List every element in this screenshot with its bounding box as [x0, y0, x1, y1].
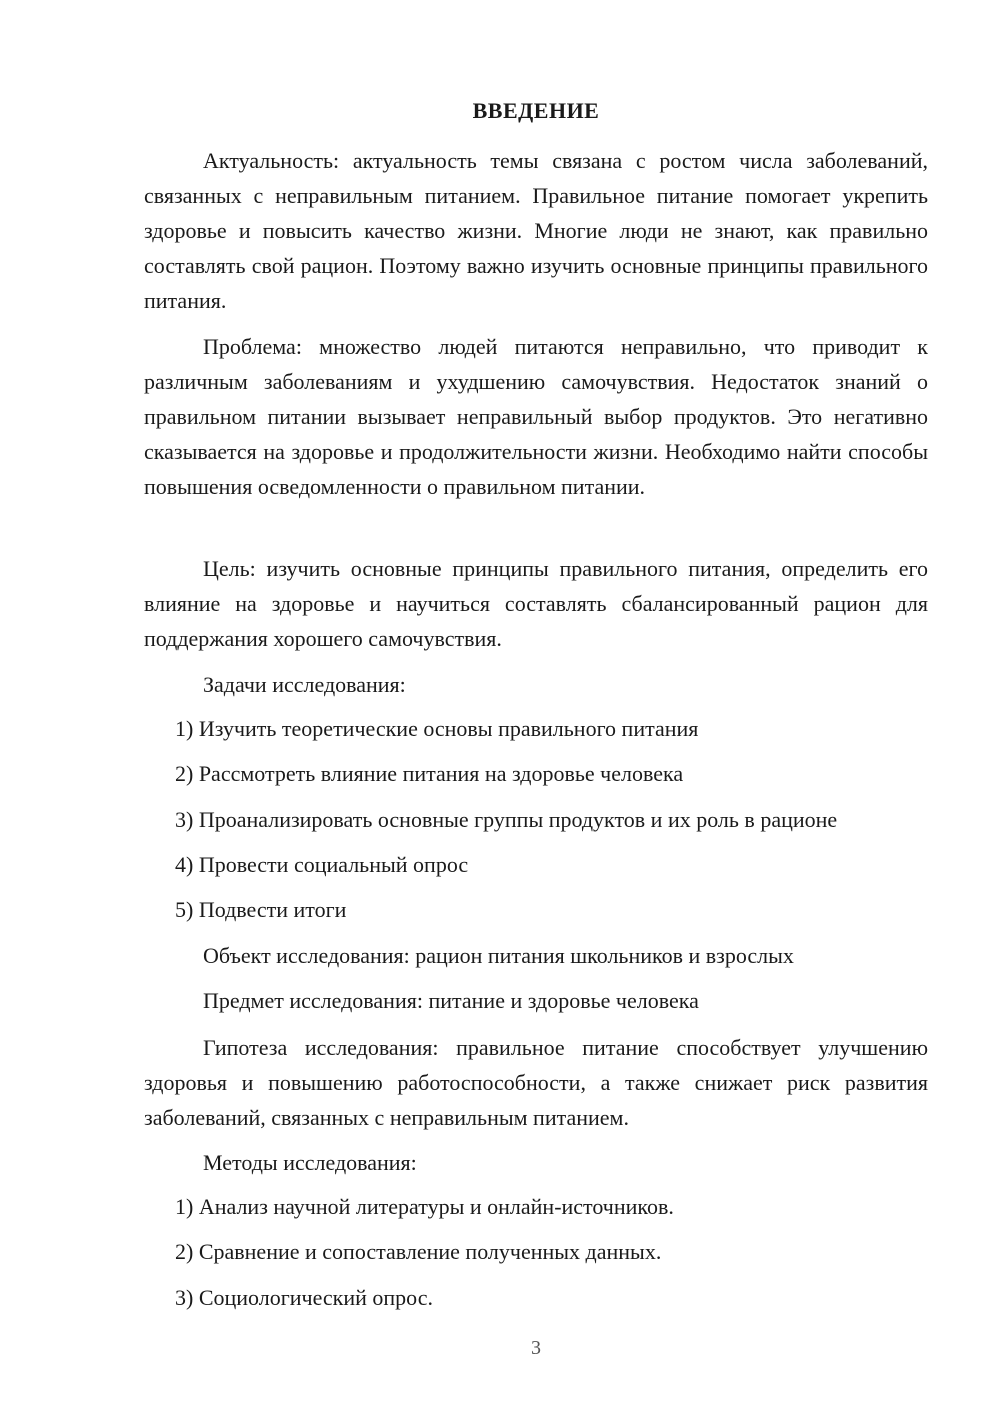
- task-item-5: 5) Подвести итоги: [175, 897, 347, 922]
- tasks-label: Задачи исследования:: [203, 672, 406, 697]
- hypothesis-paragraph: Гипотеза исследования: правильное питание способствует улучшению здоровья и повышению работоспособности, а также снижает риск развития заболеваний, связанных с неправильным питанием.: [144, 1035, 928, 1130]
- method-item-3: 3) Социологический опрос.: [175, 1285, 433, 1310]
- method-item-2: 2) Сравнение и сопоставление полученных данных.: [175, 1239, 662, 1264]
- methods-label: Методы исследования:: [203, 1150, 417, 1175]
- task-item-2: 2) Рассмотреть влияние питания на здоровье человека: [175, 761, 684, 786]
- research-object: Объект исследования: рацион питания школьников и взрослых: [203, 943, 794, 968]
- research-subject: Предмет исследования: питание и здоровье человека: [203, 988, 699, 1013]
- task-item-3: 3) Проанализировать основные группы продуктов и их роль в рационе: [175, 807, 838, 832]
- page-number: 3: [531, 1337, 541, 1359]
- relevance-paragraph: Актуальность: актуальность темы связана с ростом числа заболеваний, связанных с неправильным питанием. Правильное питание помогает укрепить здоровье и повысить качество жизни. Многие люди не знают, как правильно составлять свой рацион. Поэтому важно изучить основные принципы правильного питания.: [144, 148, 928, 313]
- section-title: ВВЕДЕНИЕ: [472, 98, 600, 123]
- task-item-1: 1) Изучить теоретические основы правильного питания: [175, 716, 699, 741]
- problem-paragraph: Проблема: множество людей питаются неправильно, что приводит к различным заболеваниям и ухудшению самочувствия. Недостаток знаний о правильном питании вызывает неправильный выбор продуктов. Это негативно сказывается на здоровье и продолжительности жизни. Необходимо найти способы повышения осведомленности о правильном питании.: [144, 334, 928, 499]
- goal-paragraph: Цель: изучить основные принципы правильного питания, определить его влияние на здоровье и научиться составлять сбалансированный рацион для поддержания хорошего самочувствия.: [144, 556, 928, 651]
- task-item-4: 4) Провести социальный опрос: [175, 852, 469, 877]
- method-item-1: 1) Анализ научной литературы и онлайн-источников.: [175, 1194, 674, 1219]
